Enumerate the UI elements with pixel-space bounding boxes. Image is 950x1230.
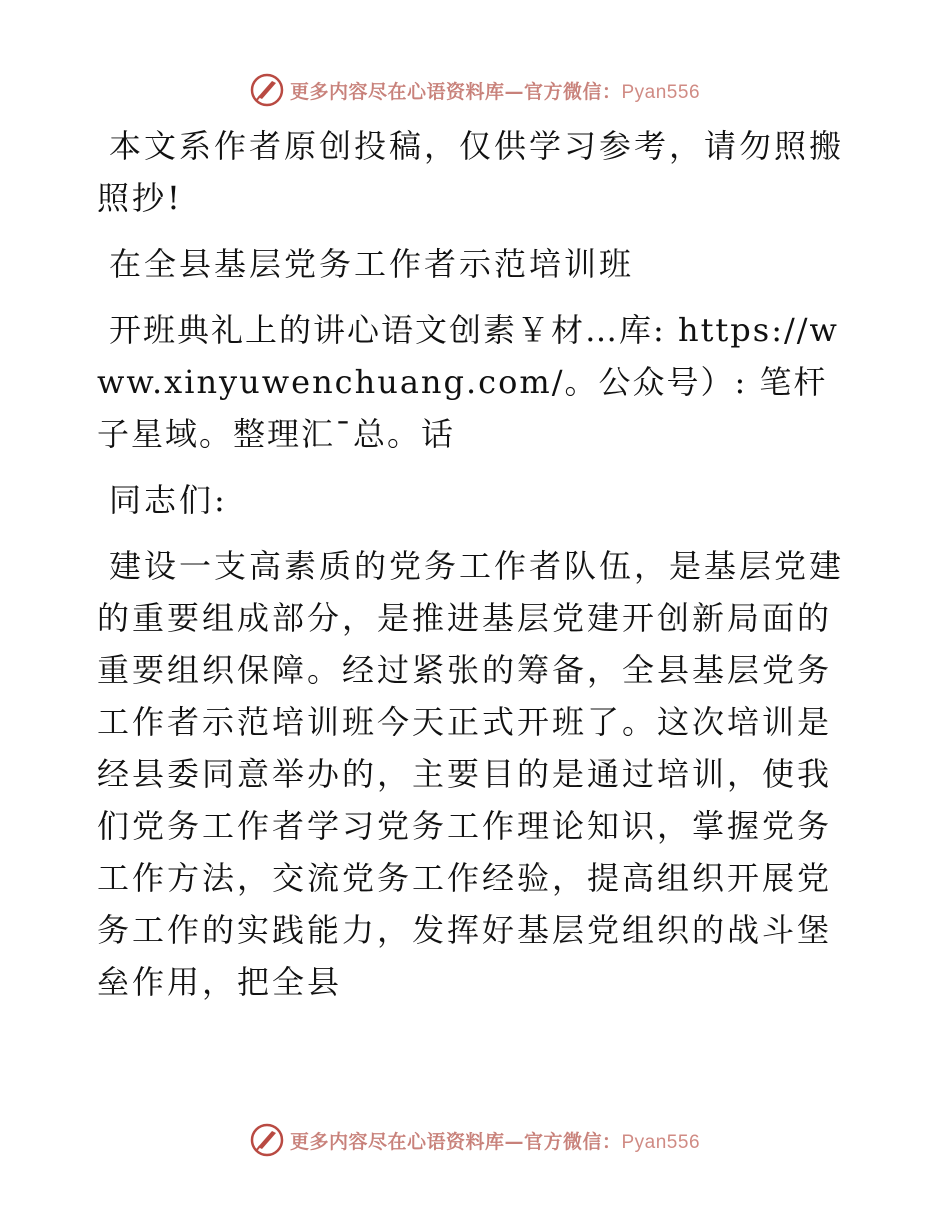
banner-wechat-id: Pyan556 [621,1131,701,1153]
paragraph-disclaimer: 本文系作者原创投稿，仅供学习参考，请勿照搬照抄! [97,127,845,217]
quill-logo-icon [250,1123,284,1157]
paragraph-subtitle: 开班典礼上的讲心语文创素￥材…库: https://www.xinyuwenchuang.com/。公众号）: 笔杆子星域。整理汇¯总。话 [97,311,839,453]
quill-logo-icon [250,73,284,107]
banner-main-text: 更多内容尽在心语资料库—官方微信： [289,80,622,103]
paragraph-greeting: 同志们: [109,481,228,519]
banner-text [290,77,700,104]
footer-watermark-banner [0,1120,950,1160]
banner-wechat-id: Pyan556 [621,81,701,103]
banner-main-text: 更多内容尽在心语资料库—官方微信： [289,1130,622,1153]
banner-text [290,1127,700,1154]
paragraph-body: 建设一支高素质的党务工作者队伍，是基层党建的重要组成部分，是推进基层党建开创新局面的重要组织保障。经过紧张的筹备，全县基层党务工作者示范培训班今天正式开班了。这次培训是经县委同意举办的，主要目的是通过培训，使我们党务工作者学习党务工作理论知识，掌握党务工作方法，交流党务工作经验，提高组织开展党务工作的实践能力，发挥好基层党组织的战斗堡垒作用，把全县 [97,547,845,1001]
document-body [97,120,853,1022]
header-watermark-banner [0,70,950,110]
paragraph-title: 在全县基层党务工作者示范培训班 [109,245,635,283]
